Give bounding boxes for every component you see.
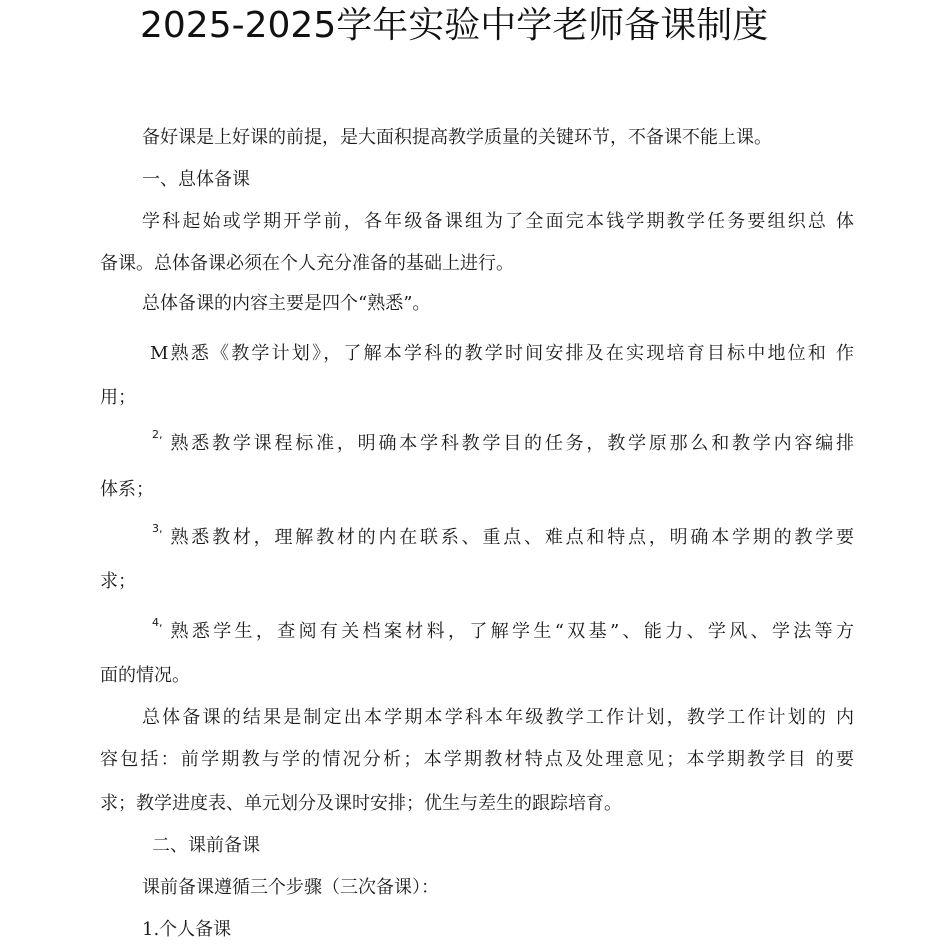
- paragraph-2: 总体备课的内容主要是四个“熟悉”。: [142, 293, 431, 314]
- list-item-4-line-1: [152, 616, 854, 644]
- list-item-2-line-1: [152, 428, 854, 456]
- list-item-3-line-2: 求；: [100, 571, 136, 592]
- list-item-1-line-2: 用；: [100, 387, 136, 408]
- list-item-2-text: 熟悉教学课程标准，明确本学科教学目的任务，教学原那么和教学内容编排: [170, 433, 854, 454]
- paragraph-3-line-1: 总体备课的结果是制定出本学期本学科本年级教学工作计划，教学工作计划的 内: [142, 707, 854, 728]
- section-heading-1: 一、息体备课: [142, 169, 250, 190]
- paragraph-3-line-2: 容包括：前学期教与学的情况分析；本学期教材特点及处理意见；本学期教学目 的要: [100, 749, 854, 770]
- list-item-4-text: 熟悉学生，查阅有关档案材料，了解学生“双基”、能力、学风、学法等方: [170, 621, 854, 642]
- paragraph-3-line-3: 求；教学进度表、单元划分及课时安排；优生与差生的跟踪培育。: [100, 793, 622, 814]
- list-item-3-number: 3,: [152, 522, 163, 535]
- paragraph-intro: 备好课是上好课的前提，是大面积提高教学质量的关键环节，不备课不能上课。: [142, 127, 772, 148]
- list-item-3-text: 熟悉教材，理解教材的内在联系、重点、难点和特点，明确本学期的教学要: [170, 527, 854, 548]
- list-item-4-line-2: 面的情况。: [100, 665, 190, 686]
- list-item-4-number: 4,: [152, 616, 163, 629]
- sub-heading-1: 1.个人备课: [142, 919, 232, 940]
- section-heading-2: 二、课前备课: [152, 835, 260, 856]
- list-item-2-number: 2,: [152, 428, 163, 441]
- list-item-3-line-1: [152, 522, 854, 550]
- paragraph-1-line-1: 学科起始或学期开学前，各年级备课组为了全面完本钱学期教学任务要组织总 体: [142, 211, 854, 232]
- list-item-2-line-2: 体系；: [100, 479, 154, 500]
- paragraph-1-line-2: 备课。总体备课必须在个人充分准备的基础上进行。: [100, 253, 514, 274]
- paragraph-4: 课前备课遵循三个步骤（三次备课）：: [142, 877, 439, 898]
- list-item-1-line-1: M熟悉《教学计划》，了解本学科的教学时间安排及在实现培育目标中地位和 作: [150, 343, 854, 364]
- document-title: 2025-2025学年实验中学老师备课制度: [140, 5, 769, 46]
